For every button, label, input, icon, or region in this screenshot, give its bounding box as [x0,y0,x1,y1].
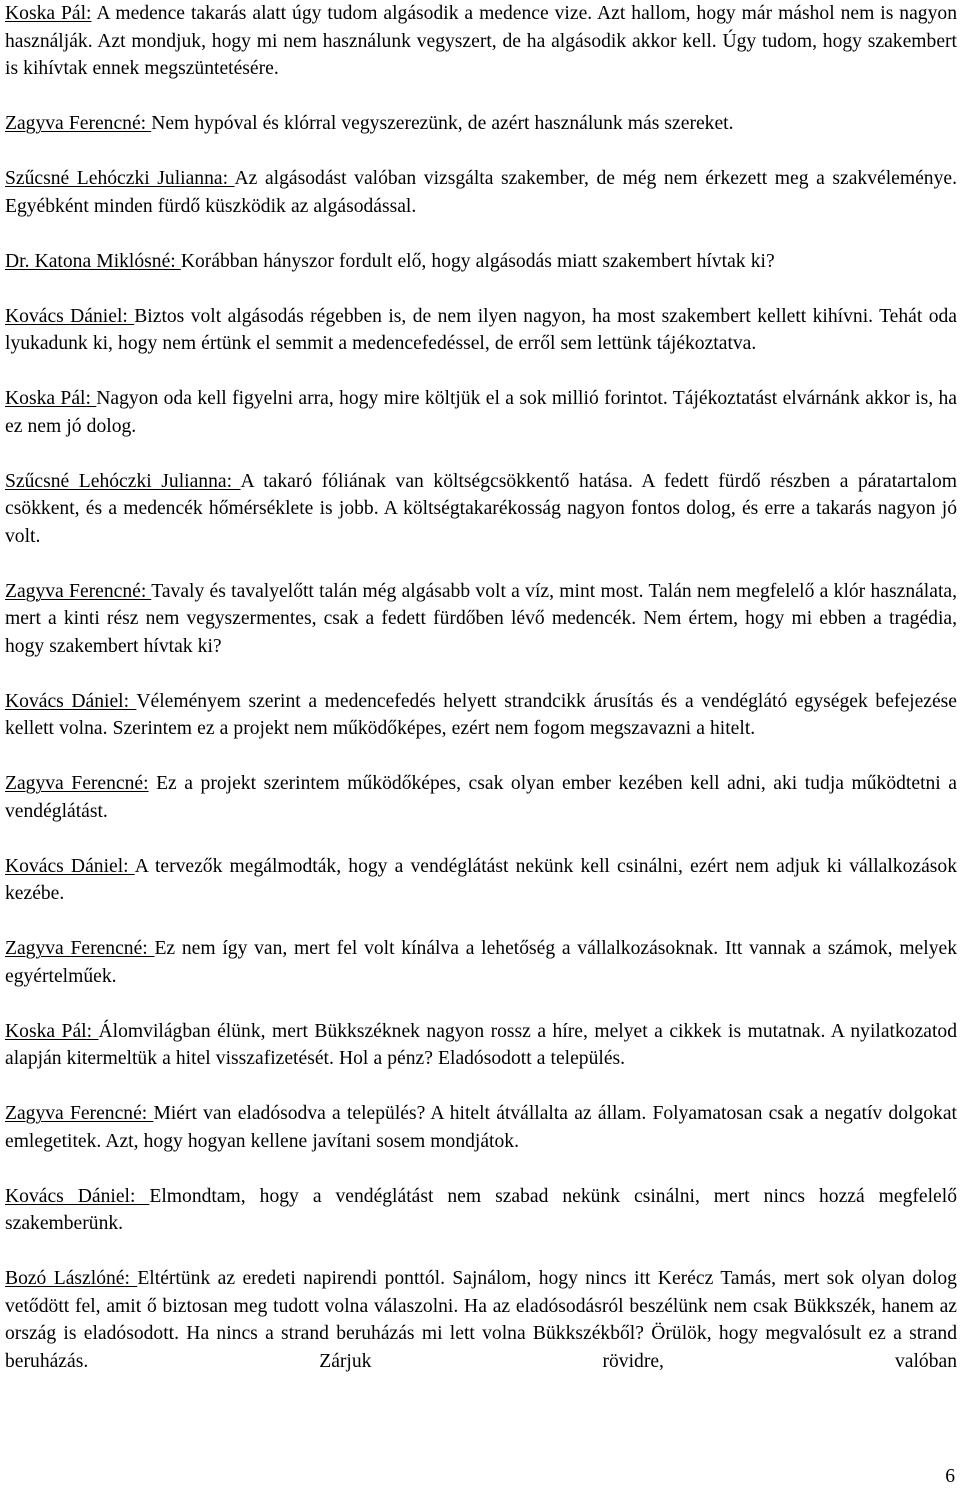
paragraph-text: Miért van eladósodva a település? A hitelt átvállalta az állam. Folyamatosan csak a negatív dolgokat emlegetitek. Azt, hogy hogyan kellene javítani sosem mondjátok. [5,1103,957,1152]
speaker-name: Bozó Lászlóné: [5,1268,138,1289]
speaker-name: Szűcsné Lehóczki Julianna: [5,168,235,189]
paragraph-2 [5,110,957,138]
speaker-name: Koska Pál: [5,3,92,24]
paragraph-14 [5,1100,957,1155]
paragraph-text: Biztos volt algásodás régebben is, de nem ilyen nagyon, ha most szakembert kellett kihívni. Tehát oda lyukadunk ki, hogy nem értünk el semmit a medencefedéssel, de erről sem lettünk tájékoztatva. [5,305,957,354]
paragraph-12 [5,935,957,990]
document-page [5,0,957,1403]
paragraph-13 [5,1018,957,1073]
page-number: 6 [945,1466,955,1487]
paragraph-text: A takaró fóliának van költségcsökkentő hatása. A fedett fürdő részben a páratartalom csökkent, és a medencék hőmérséklete is jobb. A költségtakarékosság nagyon fontos dolog, és erre a takarás nagyon jó volt. [5,470,957,547]
paragraph-text: Ez a projekt szerintem működőképes, csak olyan ember kezében kell adni, aki tudja működtetni a vendéglátást. [5,773,957,822]
paragraph-text: Elmondtam, hogy a vendéglátást nem szabad nekünk csinálni, mert nincs hozzá megfelelő szakemberünk. [5,1185,957,1234]
speaker-name: Szűcsné Lehóczki Julianna: [5,470,241,492]
paragraph-10 [5,770,957,825]
paragraph-5 [5,303,957,358]
paragraph-text: Tavaly és tavalyelőtt talán még algásabb volt a víz, mint most. Talán nem megfelelő a klór használata, mert a kinti rész nem vegyszermentes, csak a fedett fürdőben lévő medencék. Nem értem, hogy mi ebben a tragédia, hogy szakembert hívtak ki? [5,580,957,657]
paragraph-text: A medence takarás alatt úgy tudom algásodik a medence vize. Azt hallom, hogy már máshol nem is nagyon használják. Azt mondjuk, hogy mi nem használunk vegyszert, de ha algásodik akkor kell. Úgy tudom, hogy szakembert is kihívtak ennek megszüntetésére. [5,3,957,79]
paragraph-text: Ez nem így van, mert fel volt kínálva a lehetőség a vállalkozásoknak. Itt vannak a számok, melyek egyértelműek. [5,938,957,987]
speaker-name: Zagyva Ferencné: [5,1103,154,1124]
speaker-name: Kovács Dániel: [5,690,137,712]
paragraph-6 [5,385,957,440]
speaker-name: Zagyva Ferencné: [5,938,155,959]
paragraph-4 [5,248,957,276]
paragraph-9 [5,688,957,743]
paragraph-16 [5,1265,957,1375]
speaker-name: Zagyva Ferencné: [5,580,152,602]
paragraph-15 [5,1183,957,1238]
speaker-name: Dr. Katona Miklósné: [5,250,181,272]
speaker-name: Koska Pál: [5,388,97,409]
speaker-name: Zagyva Ferencné: [5,113,152,134]
paragraph-11 [5,853,957,908]
paragraph-text: Álomvilágban élünk, mert Bükkszéknek nagyon rossz a híre, melyet a cikkek is mutatnak. A nyilatkozatod alapján kitermeltük a hitel visszafizetését. Hol a pénz? Eladósodott a település. [5,1020,958,1069]
paragraph-text: Nagyon oda kell figyelni arra, hogy mire költjük el a sok millió forintot. Tájékoztatást elvárnánk akkor is, ha ez nem jó dolog. [5,388,957,437]
paragraph-text: Véleményem szerint a medencefedés helyett strandcikk árusítás és a vendéglátó egységek befejezése kellett volna. Szerintem ez a projekt nem működőképes, ezért nem fogom megszavazni a hitelt. [5,690,958,739]
speaker-name: Koska Pál: [5,1020,99,1042]
paragraph-text: Nem hypóval és klórral vegyszerezünk, de azért használunk más szereket. [151,113,734,134]
speaker-name: Kovács Dániel: [5,855,135,877]
speaker-name: Kovács Dániel: [5,1185,150,1207]
paragraph-text: Az algásodást valóban vizsgálta szakember, de még nem érkezett meg a szakvéleménye. Egyébként minden fürdő küszködik az algásodással. [5,168,957,217]
paragraph-7 [5,468,957,551]
paragraph-8 [5,578,957,661]
speaker-name: Zagyva Ferencné: [5,773,149,794]
paragraph-text: Korábban hányszor fordult elő, hogy algásodás miatt szakembert hívtak ki? [180,250,775,272]
paragraph-text: A tervezők megálmodták, hogy a vendéglátást nekünk kell csinálni, ezért nem adjuk ki vállalkozások kezébe. [5,855,957,904]
paragraph-3 [5,165,957,220]
paragraph-1 [5,0,957,83]
paragraph-text: Eltértünk az eredeti napirendi ponttól. Sajnálom, hogy nincs itt Kerécz Tamás, mert sok olyan dolog vetődött fel, amit ő biztosan meg tudott volna válaszolni. Ha az eladósodásról beszélünk nem csak Bükkszék, hanem az ország is eladósodott. Ha nincs a strand beruházás mi lett volna Bükkszékből? Örülök, hogy megvalósult ez a strand beruházás. Zárjuk rövidre, valóban [5,1268,957,1372]
speaker-name: Kovács Dániel: [5,305,135,327]
